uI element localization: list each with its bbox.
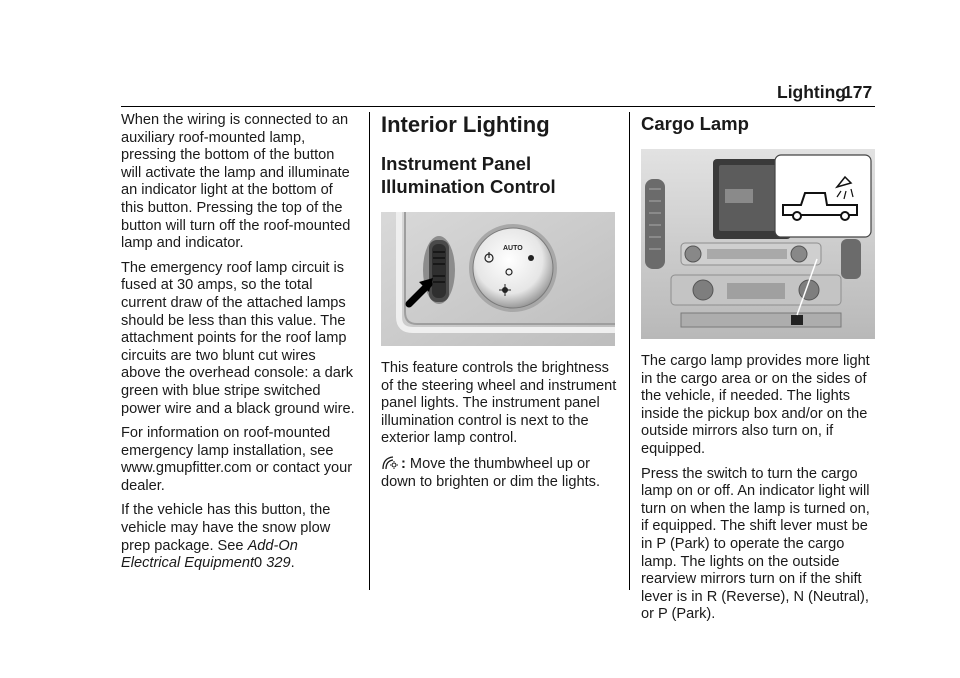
column-1 <box>121 112 357 580</box>
cross-reference-link[interactable]: Add-On Electrical Equipment <box>121 537 298 572</box>
paragraph: When the wiring is connected to an auxiliary roof-mounted lamp, pressing the bottom of the button will activate the lamp and illuminate an indicator light at the bottom of this button. Pressing the top of the button will turn off the roof-mounted lamp and indicator. <box>121 112 351 252</box>
section-title: Lighting <box>777 82 847 102</box>
page-number: 177 <box>843 82 873 102</box>
illumination-control-figure <box>381 212 615 346</box>
paragraph: This feature controls the brightness of the steering wheel and instrument panel lights. The instrument panel illumination control is next to the exterior lamp control. <box>381 360 617 447</box>
page-header <box>0 82 960 106</box>
column-divider-1 <box>369 112 370 590</box>
paragraph: Press the switch to turn the cargo lamp on or off. An indicator light will turn on when the lamp is turned on, if equipped. The shift lever must be in P (Park) to operate the cargo lamp. The lights on the outside rearview mirrors turn on if the shift lever is in R (Reverse), N (Neutral), or P (Park). <box>641 465 870 623</box>
column-2 <box>381 112 617 498</box>
paragraph-text: If the vehicle has this button, the vehicle may have the snow plow prep package. See <box>121 502 331 554</box>
paragraph: For information on roof-mounted emergency lamp installation, see www.gmupfitter.com or contact your dealer. <box>121 425 353 494</box>
paragraph <box>381 455 617 491</box>
column-divider-2 <box>629 112 630 590</box>
paragraph: The emergency roof lamp circuit is fused at 30 amps, so the total current draw of the attached lamps should be less than this value. The attachment points for the roof lamp circuits are two blunt cut wires above the overhead console: a dark green with blue stripe switched power wire and a black ground wire. <box>121 259 355 417</box>
paragraph-text: Move the thumbwheel up or down to brighten or dim the lights. <box>381 455 601 490</box>
auto-label: AUTO <box>503 245 523 252</box>
column-3 <box>641 112 877 631</box>
subsection-heading: Instrument Panel Illumination Control <box>381 153 556 197</box>
paragraph: The cargo lamp provides more light in the cargo area or on the sides of the vehicle, if needed. The lights inside the pickup box and/or on the outside mirrors also turn on, if equipped. <box>641 353 870 457</box>
paragraph <box>121 502 357 572</box>
dimmer-icon <box>381 455 399 471</box>
cargo-lamp-figure <box>641 149 875 339</box>
page-ref-number[interactable]: 329 <box>266 555 291 572</box>
header-rule <box>121 106 875 107</box>
page-ref-symbol: 0 <box>254 555 263 572</box>
paragraph-end: . <box>290 555 295 572</box>
section-heading: Interior Lighting <box>381 112 550 137</box>
icon-colon: : <box>401 455 406 472</box>
section-heading: Cargo Lamp <box>641 113 749 134</box>
